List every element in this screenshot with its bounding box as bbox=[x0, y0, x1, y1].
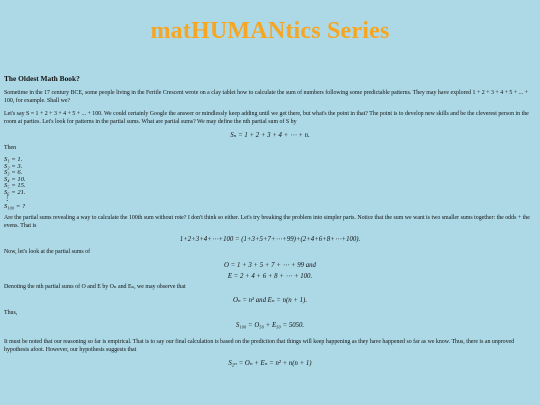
vertical-ellipsis: ⋮ bbox=[4, 194, 11, 202]
equation-evens: E = 2 + 4 + 6 + 8 + ⋯ + 100. bbox=[227, 273, 313, 281]
denoting-paragraph: Denoting the nth partial sums of O and E by Oₙ and Eₙ, we may observe that bbox=[4, 284, 186, 291]
partial-sum-100: S₁₀₀ = ? bbox=[4, 202, 26, 210]
look-paragraph: Now, let's look at the partial sums of bbox=[4, 249, 91, 256]
partial-sum-1: S₁ = 1. bbox=[4, 156, 23, 163]
article-heading: The Oldest Math Book? bbox=[4, 74, 80, 83]
partial-sum-paragraph: Let's say S = 1 + 2 + 3 + 4 + 5 + ... + 100. We could certainly Google the answer or mindlessly keep adding until we get there, but what's the point in that? The point is to develop new skills and be the cleverest person in the room at parties. Let's look for patterns in the partial sums. What are partial sums? We may define the nth partial sum of S by bbox=[4, 111, 529, 125]
partial-sum-2: S₂ = 3. bbox=[4, 162, 23, 170]
equation-observation: Oₙ = n² and Eₙ = n(n + 1). bbox=[233, 297, 307, 305]
partial-sums-list bbox=[4, 157, 536, 210]
equation-result: S₁₀₀ = O₅₀ + E₅₀ = 5050. bbox=[235, 322, 305, 330]
partial-sum-3: S₃ = 6. bbox=[4, 169, 23, 177]
page-title: matHUMANtics Series bbox=[150, 18, 390, 44]
odds-evens-paragraph: Are the partial sums revealing a way to calculate the 100th sum without rote? I don't think so either. Let's try breaking the problem into simpler parts. Notice that the sum we want is two smaller sums together: the odds + the evens. That is bbox=[4, 215, 530, 230]
partial-sum-4: S₄ = 10. bbox=[4, 175, 26, 183]
partial-sum-6: S₆ = 21. bbox=[4, 188, 26, 196]
equation-odds: O = 1 + 3 + 5 + 7 + ⋯ + 99 and bbox=[224, 262, 316, 270]
equation-partial-sum: Sₙ = 1 + 2 + 3 + 4 + ⋯ + n. bbox=[230, 132, 310, 139]
empirical-paragraph: It must be noted that our reasoning so far is empirical. That is to say our final calculation is based on the prediction that things will keep happening as they have happened so far as we know. Thus, there is an unproved hypothesis afoot. However, our hypothesis suggests that bbox=[4, 339, 515, 354]
partial-sum-5: S₅ = 15. bbox=[4, 182, 26, 190]
equation-hypothesis: S₂ₙ = Oₙ + Eₙ = n² + n(n + 1) bbox=[228, 360, 312, 368]
thus-text: Thus, bbox=[4, 310, 18, 317]
intro-paragraph: Sometime in the 17 century BCE, some people living in the Fertile Crescent wrote on a clay tablet how to calculate the sum of numbers following some predictable patterns. They may have explored 1 + 2 + 3 + 4 + 5 + ... + 100, for example. Shall we? bbox=[4, 90, 528, 104]
equation-split: 1+2+3+4+⋯+100 = (1+3+5+7+⋯+99)+(2+4+6+8+⋯+100). bbox=[179, 236, 361, 244]
then-text: Then bbox=[4, 145, 17, 151]
